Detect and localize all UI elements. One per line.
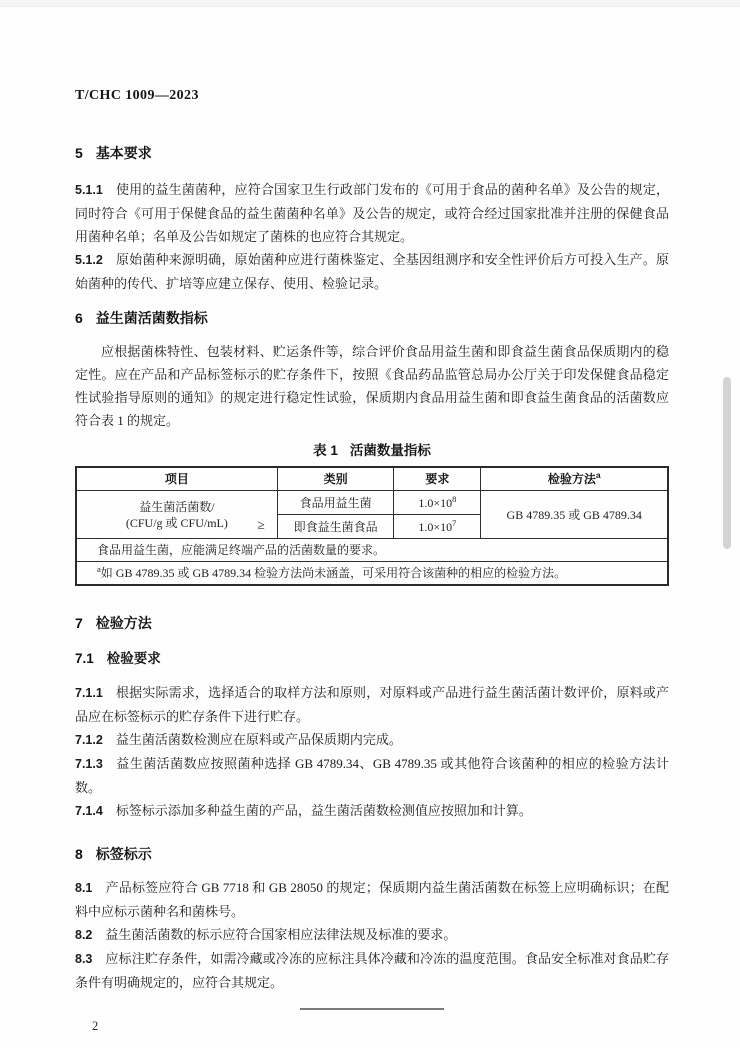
table-footnote-mark: a bbox=[97, 564, 101, 574]
clause-5-1-1-text: 使用的益生菌菌种，应符合国家卫生行政部门发布的《可用于食品的菌种名单》及公告的规定，同时符合《可用于保健食品的益生菌菌种名单》及公告的规定，或符合经过国家批准并注册的保健食品用菌种名单；名单及公告如规定了菌株的也应符合其规定。 bbox=[75, 182, 669, 244]
table-1-caption-title: 活菌数量指标 bbox=[349, 443, 431, 458]
clause-7-1-1 bbox=[75, 681, 669, 728]
clause-7-1-4-text: 标签标示添加多种益生菌的产品，益生菌活菌数检测值应按照加和计算。 bbox=[115, 803, 532, 818]
clause-5-1-2-number: 5.1.2 bbox=[75, 253, 103, 267]
item-line-2: (CFU/g 或 CFU/mL) bbox=[125, 515, 228, 530]
footer-rule bbox=[300, 1008, 444, 1010]
clause-8-2 bbox=[75, 923, 669, 947]
item-line-1: 益生菌活菌数/ bbox=[139, 499, 215, 514]
table-header-requirement: 要求 bbox=[394, 467, 481, 491]
table-cell-item bbox=[76, 491, 277, 539]
section-6-heading bbox=[75, 309, 669, 327]
table-cell-category-1: 即食益生菌食品 bbox=[277, 515, 394, 539]
table-note-text: 食品用益生菌，应能满足终端产品的活菌数量的要求。 bbox=[76, 539, 668, 562]
table-1-viable-count bbox=[75, 466, 669, 586]
table-1-caption bbox=[75, 442, 669, 459]
table-header-method-label: 检验方法 bbox=[547, 472, 596, 486]
section-8-title: 标签标示 bbox=[95, 846, 152, 862]
table-cell-method: GB 4789.35 或 GB 4789.34 bbox=[481, 491, 668, 539]
section-7-heading bbox=[75, 614, 669, 632]
clause-7-1-4-number: 7.1.4 bbox=[75, 804, 103, 818]
clause-7-1-2-text: 益生菌活菌数检测应在原料或产品保质期内完成。 bbox=[115, 732, 402, 747]
requirement-1-exponent: 7 bbox=[452, 517, 457, 528]
table-header-category: 类别 bbox=[277, 467, 394, 491]
table-cell-requirement-1 bbox=[394, 515, 481, 539]
section-7-1-number: 7.1 bbox=[75, 651, 94, 666]
clause-7-1-2-number: 7.1.2 bbox=[75, 733, 103, 747]
clause-8-3-text: 应标注贮存条件，如需冷藏或冷冻的应标注具体冷藏和冷冻的温度范围。食品安全标准对食品贮存条件有明确规定的，应符合其规定。 bbox=[75, 951, 669, 990]
table-footnote-text: 如 GB 4789.35 或 GB 4789.34 检验方法尚未涵盖，可采用符合该菌种的相应的检验方法。 bbox=[100, 566, 567, 580]
clause-7-1-1-number: 7.1.1 bbox=[75, 686, 103, 700]
section-5-title: 基本要求 bbox=[95, 145, 152, 161]
section-7-1-title: 检验要求 bbox=[106, 651, 161, 666]
section-6-number: 6 bbox=[75, 310, 83, 326]
clause-8-3-number: 8.3 bbox=[75, 952, 93, 966]
requirement-0-exponent: 8 bbox=[452, 493, 457, 504]
requirement-1-base: 1.0×10 bbox=[418, 519, 453, 534]
clause-5-1-1-number: 5.1.1 bbox=[75, 183, 103, 197]
clause-5-1-2 bbox=[75, 248, 669, 295]
section-6-title: 益生菌活菌数指标 bbox=[95, 310, 208, 326]
table-footnote-row bbox=[76, 562, 668, 586]
page-number: 2 bbox=[92, 1019, 99, 1033]
page-content bbox=[75, 0, 669, 1034]
section-8-number: 8 bbox=[75, 846, 83, 862]
clause-8-1-number: 8.1 bbox=[75, 881, 93, 895]
table-row-food-probiotics bbox=[76, 491, 668, 515]
clause-7-1-2 bbox=[75, 728, 669, 752]
table-header-method bbox=[481, 467, 668, 491]
table-header-method-footnote-mark: a bbox=[595, 470, 601, 480]
table-1-caption-prefix: 表 1 bbox=[313, 443, 338, 458]
section-5-number: 5 bbox=[75, 145, 83, 161]
clause-8-1 bbox=[75, 876, 669, 923]
table-header-row bbox=[76, 467, 668, 491]
section-7-1-heading bbox=[75, 650, 669, 668]
clause-8-2-number: 8.2 bbox=[75, 928, 93, 942]
table-footnote bbox=[76, 562, 668, 586]
clause-7-1-1-text: 根据实际需求，选择适合的取样方法和原则，对原料或产品进行益生菌活菌计数评价，原料或产品应在标签标示的贮存条件下进行贮存。 bbox=[75, 685, 669, 724]
clause-8-2-text: 益生菌活菌数的标示应符合国家相应法律法规及标准的要求。 bbox=[105, 927, 457, 942]
requirement-0-base: 1.0×10 bbox=[418, 495, 453, 510]
section-5-heading bbox=[75, 144, 669, 162]
gte-operator: ≥ bbox=[257, 517, 265, 532]
table-header-item: 项目 bbox=[76, 467, 277, 491]
clause-8-3 bbox=[75, 947, 669, 994]
clause-5-1-2-text: 原始菌种来源明确，原始菌种应进行菌株鉴定、全基因组测序和安全性评价后方可投入生产。原始菌种的传代、扩培等应建立保存、使用、检验记录。 bbox=[75, 252, 669, 291]
section-8-heading bbox=[75, 845, 669, 863]
clause-7-1-3 bbox=[75, 752, 669, 799]
clause-5-1-1 bbox=[75, 178, 669, 248]
table-cell-category-0: 食品用益生菌 bbox=[277, 491, 394, 515]
section-7-number: 7 bbox=[75, 615, 83, 631]
doc-code: T/CHC 1009—2023 bbox=[75, 88, 199, 103]
clause-7-1-4 bbox=[75, 799, 669, 823]
section-6-paragraph: 应根据菌株特性、包装材料、贮运条件等，综合评价食品用益生菌和即食益生菌食品保质期内的稳定性。应在产品和产品标签标示的贮存条件下，按照《食品药品监管总局办公厅关于印发保健食品稳定性试验指导原则的通知》的规定进行稳定性试验，保质期内食品用益生菌和即食益生菌食品的活菌数应符合表 1 的规定。 bbox=[75, 344, 669, 428]
section-7-title: 检验方法 bbox=[95, 615, 152, 631]
clause-7-1-3-number: 7.1.3 bbox=[75, 757, 103, 771]
table-cell-requirement-0 bbox=[394, 491, 481, 515]
table-note-row bbox=[76, 539, 668, 562]
clause-7-1-3-text: 益生菌活菌数应按照菌种选择 GB 4789.34、GB 4789.35 或其他符合该菌种的相应的检验方法计数。 bbox=[75, 756, 669, 795]
clause-8-1-text: 产品标签应符合 GB 7718 和 GB 28050 的规定；保质期内益生菌活菌数在标签上应明确标识；在配料中应标示菌种名和菌株号。 bbox=[75, 880, 669, 919]
scrollbar-thumb[interactable] bbox=[723, 377, 731, 549]
